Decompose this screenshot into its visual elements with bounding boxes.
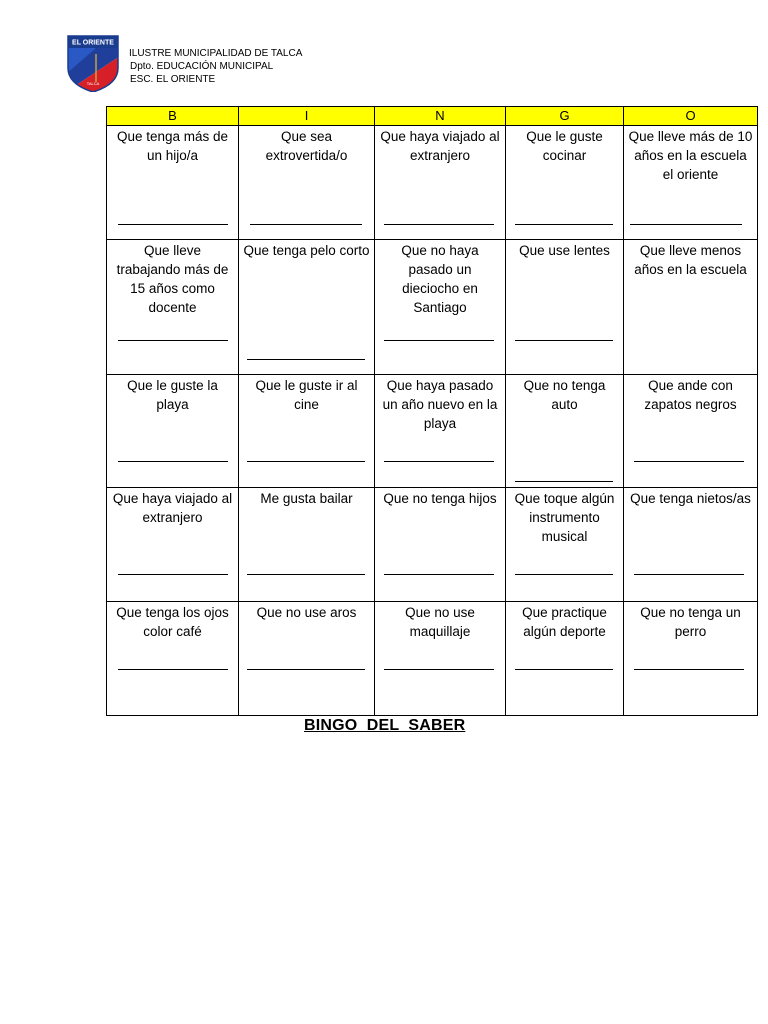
bingo-cell[interactable] — [107, 602, 239, 716]
letterhead-department: Dpto. EDUCACIÓN MUNICIPAL — [130, 61, 274, 72]
cell-prompt: Que tenga más de un hijo/a — [116, 129, 229, 163]
school-crest-logo — [66, 34, 120, 92]
signature-line — [515, 340, 613, 341]
signature-line — [118, 340, 228, 341]
bingo-cell[interactable] — [239, 602, 375, 716]
letterhead — [129, 47, 302, 86]
cell-prompt: Que practique algún deporte — [522, 605, 607, 639]
signature-line — [118, 574, 228, 575]
cell-prompt: Que haya viajado al extranjero — [112, 491, 233, 525]
cell-prompt: Me gusta bailar — [260, 491, 353, 506]
cell-prompt: Que no use maquillaje — [405, 605, 475, 639]
signature-line — [515, 481, 613, 482]
signature-line — [515, 224, 613, 225]
cell-prompt: Que sea extrovertida/o — [265, 129, 348, 163]
bingo-row — [107, 126, 758, 240]
signature-line — [250, 224, 362, 225]
bingo-cell[interactable] — [375, 602, 506, 716]
crest-city-text: TALCA — [86, 81, 100, 86]
bingo-cell[interactable] — [107, 488, 239, 602]
bingo-cell[interactable] — [624, 602, 758, 716]
signature-line — [634, 574, 744, 575]
cell-prompt: Que tenga los ojos color café — [116, 605, 229, 639]
document-title: BINGO DEL SABER — [304, 717, 466, 734]
cell-prompt: Que no use aros — [256, 605, 357, 620]
bingo-row — [107, 375, 758, 488]
cell-prompt: Que le guste la playa — [127, 378, 218, 412]
bingo-cell[interactable] — [375, 240, 506, 375]
bingo-cell[interactable] — [239, 126, 375, 240]
cell-prompt: Que no tenga un perro — [640, 605, 741, 639]
bingo-cell[interactable] — [624, 126, 758, 240]
bingo-row — [107, 488, 758, 602]
column-header-b: B — [107, 107, 239, 126]
cell-prompt: Que haya viajado al extranjero — [380, 129, 500, 163]
signature-line — [384, 574, 494, 575]
bingo-cell[interactable] — [624, 488, 758, 602]
signature-line — [515, 574, 613, 575]
cell-prompt: Que lleve menos años en la escuela — [634, 243, 747, 277]
bingo-header-row — [107, 107, 758, 126]
signature-line — [634, 669, 744, 670]
column-header-o: O — [624, 107, 758, 126]
bingo-cell[interactable] — [506, 126, 624, 240]
cell-prompt: Que lleve más de 10 años en la escuela el oriente — [628, 129, 753, 182]
cell-prompt: Que haya pasado un año nuevo en la playa — [382, 378, 498, 431]
cell-prompt: Que le guste ir al cine — [255, 378, 358, 412]
cell-prompt: Que le guste cocinar — [526, 129, 603, 163]
bingo-cell[interactable] — [506, 602, 624, 716]
cell-prompt: Que no tenga hijos — [383, 491, 497, 506]
signature-line — [118, 461, 228, 462]
cell-prompt: Que no tenga auto — [523, 378, 606, 412]
column-header-n: N — [375, 107, 506, 126]
signature-line — [630, 224, 742, 225]
cell-prompt: Que ande con zapatos negros — [644, 378, 737, 412]
cell-prompt: Que tenga pelo corto — [243, 243, 370, 258]
bingo-cell[interactable] — [107, 240, 239, 375]
cell-prompt: Que use lentes — [519, 243, 610, 258]
bingo-cell[interactable] — [506, 240, 624, 375]
signature-line — [247, 574, 365, 575]
bingo-cell[interactable] — [239, 240, 375, 375]
bingo-cell[interactable] — [375, 375, 506, 488]
letterhead-school: ESC. EL ORIENTE — [130, 74, 216, 85]
signature-line — [118, 669, 228, 670]
bingo-cell[interactable] — [506, 375, 624, 488]
bingo-cell[interactable] — [375, 126, 506, 240]
bingo-cell[interactable] — [107, 126, 239, 240]
bingo-cell[interactable] — [107, 375, 239, 488]
column-header-g: G — [506, 107, 624, 126]
bingo-row — [107, 602, 758, 716]
cell-prompt: Que tenga nietos/as — [630, 491, 751, 506]
cell-prompt: Que no haya pasado un dieciocho en Santiago — [401, 243, 479, 315]
signature-line — [384, 340, 494, 341]
cell-prompt: Que lleve trabajando más de 15 años como docente — [116, 243, 229, 315]
bingo-cell[interactable] — [239, 488, 375, 602]
letterhead-municipality: ILUSTRE MUNICIPALIDAD DE TALCA — [129, 48, 303, 59]
signature-line — [247, 359, 365, 360]
signature-line — [247, 461, 365, 462]
bingo-row — [107, 240, 758, 375]
bingo-cell[interactable] — [624, 375, 758, 488]
bingo-cell[interactable] — [239, 375, 375, 488]
crest-banner-text: EL ORIENTE — [72, 39, 114, 47]
signature-line — [634, 461, 744, 462]
bingo-cell[interactable] — [506, 488, 624, 602]
bingo-card — [106, 106, 758, 716]
signature-line — [247, 669, 365, 670]
signature-line — [515, 669, 613, 670]
bingo-cell[interactable] — [624, 240, 758, 375]
signature-line — [384, 224, 494, 225]
column-header-i: I — [239, 107, 375, 126]
bingo-cell[interactable] — [375, 488, 506, 602]
signature-line — [118, 224, 228, 225]
cell-prompt: Que toque algún instrumento musical — [514, 491, 615, 544]
signature-line — [384, 669, 494, 670]
signature-line — [384, 461, 494, 462]
